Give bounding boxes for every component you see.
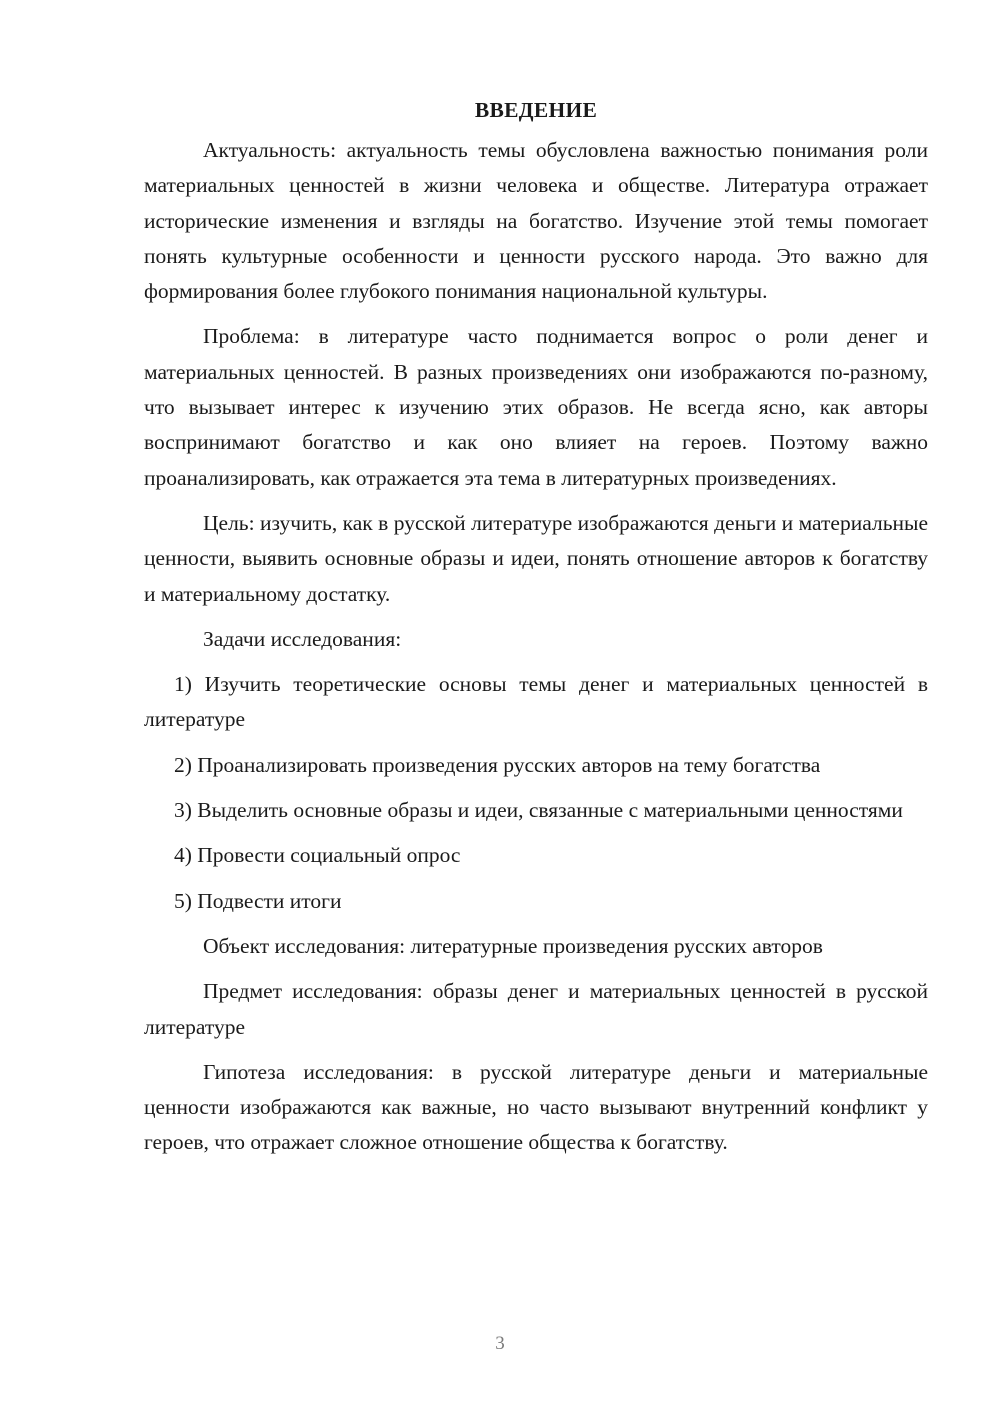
document-body xyxy=(144,96,928,1171)
task-item-1: 1) Изучить теоретические основы темы денег и материальных ценностей в литературе xyxy=(144,672,928,732)
tasks-heading: Задачи исследования: xyxy=(203,626,402,651)
subject-paragraph: Предмет исследования: образы денег и материальных ценностей в русской литературе xyxy=(144,979,928,1039)
page-number: 3 xyxy=(495,1333,505,1354)
task-item-2: 2) Проанализировать произведения русских авторов на тему богатства xyxy=(174,752,821,777)
tasks-list xyxy=(144,667,928,919)
goal-paragraph: Цель: изучить, как в русской литературе изображаются деньги и материальные ценности, выявить основные образы и идеи, понять отношение авторов к богатству и материальному достатку. xyxy=(144,510,928,606)
task-item-5: 5) Подвести итоги xyxy=(174,888,342,913)
task-item-4: 4) Провести социальный опрос xyxy=(174,843,461,868)
problem-paragraph: Проблема: в литературе часто поднимается вопрос о роли денег и материальных ценностей. В разных произведениях они изображаются по-разному, что вызывает интерес к изучению этих образов. Не всегда ясно, как авторы воспринимают богатство и как оно влияет на героев. Поэтому важно проанализировать, как отражается эта тема в литературных произведениях. xyxy=(144,324,928,490)
section-title: ВВЕДЕНИЕ xyxy=(474,98,598,122)
hypothesis-paragraph: Гипотеза исследования: в русской литературе деньги и материальные ценности изображаются как важные, но часто вызывают внутренний конфликт у героев, что отражает сложное отношение общества к богатству. xyxy=(144,1059,928,1155)
task-item-3: 3) Выделить основные образы и идеи, связанные с материальными ценностями xyxy=(174,798,903,823)
relevance-paragraph: Актуальность: актуальность темы обусловлена важностью понимания роли материальных ценностей в жизни человека и обществе. Литература отражает исторические изменения и взгляды на богатство. Изучение этой темы помогает понять культурные особенности и ценности русского народа. Это важно для формирования более глубокого понимания национальной культуры. xyxy=(144,138,928,304)
object-paragraph: Объект исследования: литературные произведения русских авторов xyxy=(203,933,823,958)
